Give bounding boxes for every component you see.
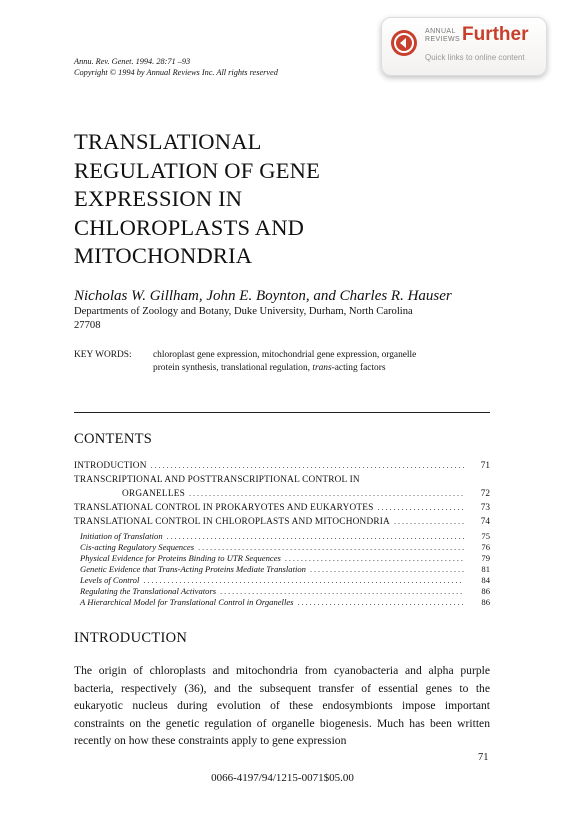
divider [74,412,490,413]
toc-subentry[interactable]: Physical Evidence for Proteins Binding to UTR Sequences ..... 79 [74,553,490,564]
title-line: MITOCHONDRIA [74,243,253,268]
keywords [74,349,453,375]
table-of-contents [74,461,490,608]
title-line: CHLOROPLASTS AND [74,214,305,240]
toc-subentry[interactable]: A Hierarchical Model for Translational Control in Organelles ..... 86 [74,597,490,608]
annual-reviews-further-badge[interactable] [381,17,547,76]
toc-entry[interactable]: TRANSCRIPTIONAL AND POSTTRANSCRIPTIONAL CONTROL IN [74,475,360,485]
further-label: Further [462,24,529,45]
footer-code: 0066-4197/94/1215-0071$05.00 [211,772,354,784]
title-line: EXPRESSION IN [74,186,243,211]
citation-line: Annu. Rev. Genet. 1994. 28:71 –93 [74,57,191,66]
contents-heading: CONTENTS [74,431,153,447]
title-line: TRANSLATIONAL [74,129,262,154]
toc-subentry[interactable]: Initiation of Translation ..... 75 [74,531,490,542]
introduction-paragraph: The origin of chloroplasts and mitochondria from cyanobacteria and alpha purple bacteria, respectively (36), and the subsequent transfer of essential genes to the eukaryotic nucleus during evolution of these endosymbionts impose important constraints on the genetic regulation of organelle biogenesis. Much has been written recently on how these constraints apply to gene expression [74,664,490,747]
affiliation-line: 27708 [74,320,101,331]
toc-subentry[interactable]: Regulating the Translational Activators ..... 86 [74,586,490,597]
affiliation-line: Departments of Zoology and Botany, Duke University, Durham, North Carolina [74,306,413,317]
toc-entry[interactable]: ORGANELLES ..... 72 [74,489,490,503]
copyright-line: Copyright © 1994 by Annual Reviews Inc. All rights reserved [74,68,278,77]
keywords-text [153,349,453,375]
journal-citation [74,56,278,78]
further-subtitle: Quick links to online content [425,53,525,62]
page-number: 71 [478,752,489,763]
toc-subentry[interactable]: Cis-acting Regulatory Sequences ..... 76 [74,542,490,553]
annual-reviews-logo-text: ANNUAL REVIEWS [425,28,461,43]
toc-entry[interactable]: INTRODUCTION ..... 71 [74,461,490,475]
authors: Nicholas W. Gillham, John E. Boynton, and Charles R. Hauser [74,288,452,304]
toc-entry[interactable]: TRANSLATIONAL CONTROL IN CHLOROPLASTS AND MITOCHONDRIA ..... 74 [74,517,490,531]
introduction-heading: INTRODUCTION [74,630,188,646]
keywords-line: chloroplast gene expression, mitochondrial gene expression, organelle [153,350,417,360]
title-line: REGULATION OF GENE [74,157,321,183]
article-title [74,128,320,271]
affiliation [74,305,494,333]
toc-entry[interactable]: TRANSLATIONAL CONTROL IN PROKARYOTES AND EUKARYOTES ..... 73 [74,503,490,517]
keywords-line: protein synthesis, translational regulation, trans-acting factors [153,363,386,373]
toc-subentry[interactable]: Genetic Evidence that Trans-Acting Proteins Mediate Translation ..... 81 [74,564,490,575]
toc-subentry[interactable]: Levels of Control ..... 84 [74,575,490,586]
play-back-icon [391,30,417,56]
keywords-label: KEY WORDS: [74,350,132,360]
